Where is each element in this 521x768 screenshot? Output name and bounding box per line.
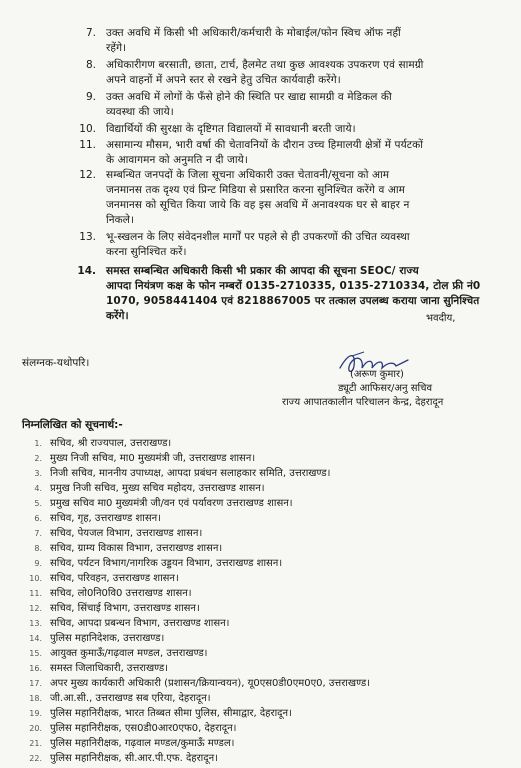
instruction-text [106,58,496,88]
distribution-item [22,436,512,451]
instruction-text [106,230,496,260]
distribution-recipient: आयुक्त कुमाऊँ/गढ़वाल मण्डल, उत्तराखण्ड। [50,648,208,659]
distribution-recipient: सचिव, गृह, उत्तराखण्ड शासन। [50,513,161,524]
instruction-line: सम्बन्धित जनपदों के जिला सूचना अधिकारी उक्त चेतावनी/सूचना को आम [106,169,390,181]
instruction-number: 11. [79,139,96,151]
distribution-recipient: सचिव, लो0नि0वि0 उत्तराखण्ड शासन। [50,588,192,599]
instruction-text [106,122,496,137]
instruction-line: समस्त सम्बन्धित अधिकारी किसी भी प्रकार की आपदा की सूचना SEOC/ राज्य [106,265,419,277]
distribution-item [22,466,512,481]
instruction-number: 14. [77,265,96,277]
distribution-recipient: प्रमुख सचिव मा0 मुख्यमंत्री जी/वन एवं पर्यावरण उत्तराखण्ड शासन। [50,498,293,509]
distribution-item [22,571,512,586]
distribution-item [22,721,512,736]
instruction-line: असामान्य मौसम, भारी वर्षा की चेतावनियों के दौरान उच्च हिमालयी क्षेत्रों में पर्यटकों [106,139,424,151]
distribution-number: 16. [29,664,42,673]
instruction-line: आपदा नियंत्रण कक्ष के फोन नम्बरों 0135-2710335, 0135-2710334, टोल फ्री नं0 [106,280,481,292]
instruction-line: उक्त अवधि में किसी भी अधिकारी/कर्मचारी के मोबाईल/फोन स्विच ऑफ नहीं [106,27,401,39]
instruction-line: करेंगे। [106,310,129,322]
instruction-line: रहेंगे। [106,42,127,54]
distribution-recipient: समस्त जिलाधिकारी, उत्तराखण्ड। [50,663,169,674]
distribution-item [22,556,512,571]
distribution-recipient: पुलिस महानिरीक्षक, भारत तिब्बत सीमा पुलिस, सीमाद्वार, देहरादून। [50,708,292,719]
instruction-line: जनमानस तक दृश्य एवं प्रिन्ट मिडिया से प्रसारित करना सुनिश्चित करेंगे व आम [106,184,406,196]
distribution-recipient: अपर मुख्य कार्यकारी अधिकारी (प्रशासन/क्रियान्वयन), यू0एस0डी0एम0ए0, उत्तराखण्ड। [50,678,370,689]
signatory-name: (अरूण कुमार) [350,369,404,380]
distribution-number: 22. [29,754,42,763]
distribution-item [22,676,512,691]
distribution-recipient: पुलिस महानिदेशक, उत्तराखण्ड। [50,633,165,644]
instruction-number: 10. [79,123,96,135]
distribution-number: 17. [29,679,42,688]
instruction-line: विद्यार्थियों की सुरक्षा के दृष्टिगत विद्यालयों में सावधानी बरती जाये। [106,123,356,135]
distribution-number: 10. [29,574,42,583]
instruction-line: अपने वाहनों में अपने स्तर से रखने हेतु उचित कार्यवाही करेंगे। [106,74,341,86]
distribution-item [22,541,512,556]
distribution-item [22,451,512,466]
instruction-line: के आवागमन को अनुमति न दी जाये। [106,154,248,166]
distribution-recipient: पुलिस महानिरीक्षक, सी.आर.पी.एफ. देहरादून। [50,753,218,764]
instruction-text [106,138,496,168]
distribution-number: 6. [34,514,42,523]
distribution-number: 1. [34,439,42,448]
distribution-number: 19. [29,709,42,718]
distribution-number: 2. [34,454,42,463]
distribution-number: 7. [34,529,42,538]
distribution-item [22,481,512,496]
distribution-item [22,496,512,511]
signatory-office: राज्य आपातकालीन परिचालन केन्द्र, देहरादून [282,397,444,408]
signature-block [282,312,508,412]
instruction-line: भू-स्खलन के लिए संवेदनशील मार्गों पर पहले से ही उपकरणों की उचित व्यवस्था [106,231,410,243]
distribution-number: 14. [29,634,42,643]
distribution-number: 20. [29,724,42,733]
instruction-text [106,90,496,120]
distribution-item [22,736,512,751]
distribution-number: 5. [34,499,42,508]
distribution-title: निम्नलिखित को सूचनार्थ:- [22,419,123,431]
annexure-note: संलग्नक-यथोपरि। [22,357,90,369]
instruction-line: उक्त अवधि में लोगों के फँसे होने की स्थिति पर खाद्य सामग्री व मेडिकल की [106,91,392,103]
instruction-number: 9. [85,91,96,103]
distribution-item [22,751,512,766]
distribution-number: 4. [34,484,42,493]
distribution-item [22,631,512,646]
distribution-recipient: सचिव, पेयजल विभाग, उत्तराखण्ड शासन। [50,528,203,539]
distribution-item [22,511,512,526]
sign-greeting: भवदीय, [426,313,456,324]
distribution-recipient: पुलिस महानिरीक्षक, गढ़वाल मण्डल/कुमाऊँ मण्डल। [50,738,235,749]
distribution-number: 3. [34,469,42,478]
distribution-item [22,616,512,631]
distribution-recipient: सचिव, आपदा प्रबन्धन विभाग, उत्तराखण्ड शासन। [50,618,230,629]
instruction-number: 7. [85,27,96,39]
instruction-line: जनमानस को सूचित किया जाये कि वह इस अवधि में अनावश्यक घर से बाहर न [106,199,410,211]
distribution-recipient: सचिव, सिंचाई विभाग, उत्तराखण्ड शासन। [50,603,200,614]
distribution-item [22,601,512,616]
instruction-number: 12. [79,169,96,181]
distribution-number: 9. [34,559,42,568]
instruction-line: व्यवस्था की जाये। [106,106,174,118]
instruction-line: अधिकारीगण बरसाती, छाता, टार्च, हैलमेट तथा कुछ आवश्यक उपकरण एवं सामग्री [106,59,424,71]
distribution-recipient: सचिव, ग्राम्य विकास विभाग, उत्तराखण्ड शासन। [50,543,223,554]
instruction-text [106,168,496,228]
distribution-recipient: पुलिस महानिरीक्षक, एस0डी0आर0एफ0, देहरादून। [50,723,237,734]
instruction-line: करना सुनिश्चित करें। [106,246,187,258]
distribution-item [22,706,512,721]
distribution-number: 12. [29,604,42,613]
distribution-item [22,691,512,706]
distribution-number: 15. [29,649,42,658]
signatory-designation: ड्यूटी आफिसर/अनु सचिव [338,383,433,394]
distribution-number: 11. [29,589,42,598]
distribution-recipient: प्रमुख निजी सचिव, मुख्य सचिव महोदय, उत्तराखण्ड शासन। [50,483,265,494]
distribution-item [22,586,512,601]
distribution-number: 8. [34,544,42,553]
distribution-recipient: जी.आ.सी., उत्तराखण्ड सब एरिया, देहरादून। [50,693,211,704]
distribution-number: 18. [29,694,42,703]
distribution-recipient: मुख्य निजी सचिव, मा0 मुख्यमंत्री जी, उत्तराखण्ड शासन। [50,453,256,464]
distribution-recipient: सचिव, परिवहन, उत्तराखण्ड शासन। [50,573,179,584]
distribution-number: 21. [29,739,42,748]
distribution-recipient: निजी सचिव, माननीय उपाध्यक्ष, आपदा प्रबंधन सलाहकार समिति, उत्तराखण्ड। [50,468,331,479]
distribution-recipient: सचिव, पर्यटन विभाग/नागरिक उड्डयन विभाग, उत्तराखण्ड शासन। [50,558,283,569]
distribution-item [22,646,512,661]
distribution-item [22,526,512,541]
instruction-text [106,26,496,56]
instruction-line: 1070, 9058441404 एवं 8218867005 पर तत्काल उपलब्ध कराया जाना सुनिश्चित [106,295,480,307]
instruction-number: 8. [85,59,96,71]
instruction-number: 13. [79,231,96,243]
distribution-recipient: सचिव, श्री राज्यपाल, उत्तराखण्ड। [50,438,172,449]
distribution-number: 13. [29,619,42,628]
distribution-item [22,661,512,676]
instruction-line: निकले। [106,214,135,226]
